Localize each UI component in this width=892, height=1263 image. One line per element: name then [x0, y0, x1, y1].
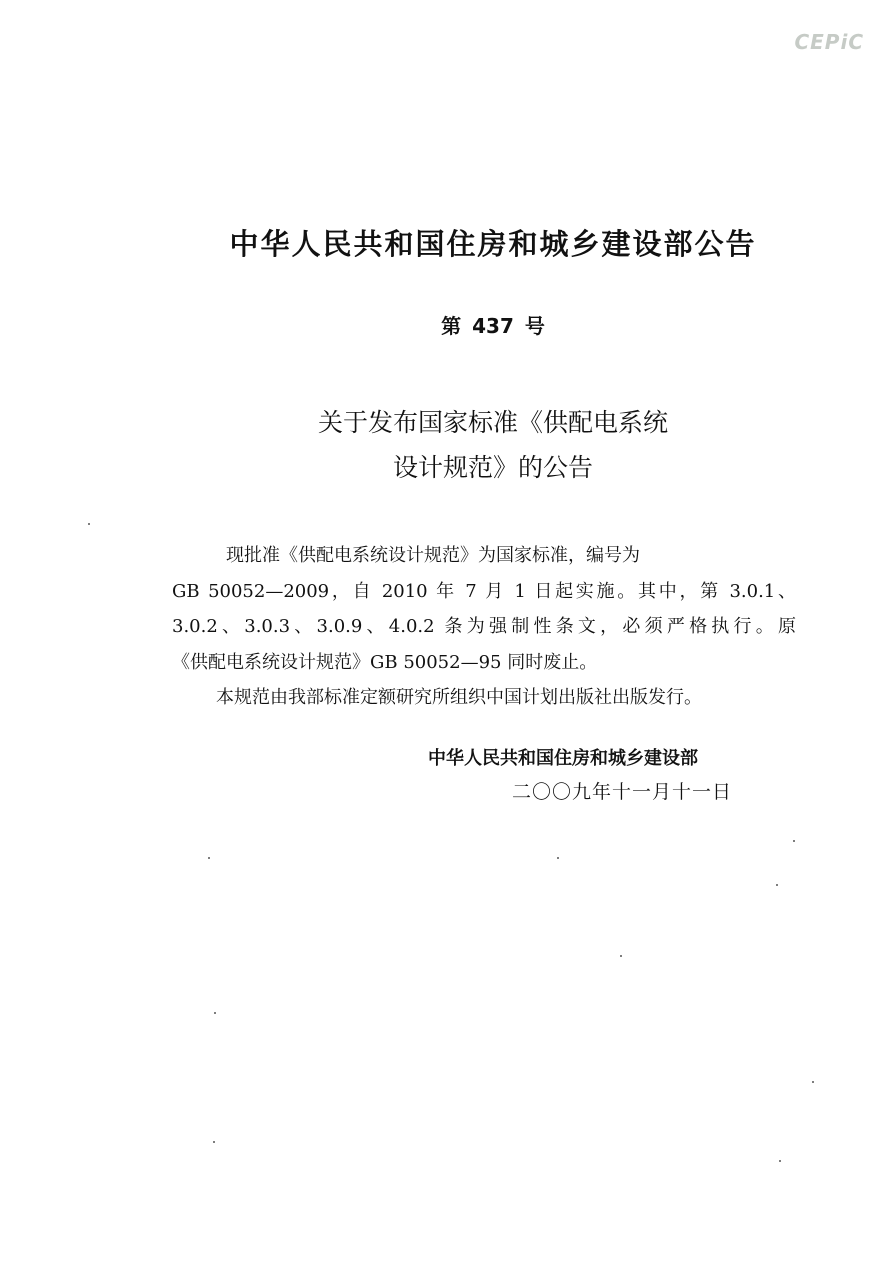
- announcement-title: 中华人民共和国住房和城乡建设部公告: [229, 227, 757, 261]
- issuer-name: 中华人民共和国住房和城乡建设部: [428, 748, 698, 769]
- scan-speck: [812, 1081, 814, 1083]
- body-paragraph-1-line-4: 《供配电系统设计规范》GB 50052—95 同时废止。: [172, 651, 598, 673]
- subtitle-line-1: 关于发布国家标准《供配电系统: [317, 408, 668, 437]
- announcement-body: [172, 538, 796, 716]
- scan-speck: [213, 1141, 215, 1143]
- scan-speck: [779, 1160, 781, 1162]
- scan-speck: [793, 840, 795, 842]
- scan-speck: [208, 857, 210, 859]
- scan-speck: [88, 523, 90, 525]
- body-paragraph-2: 本规范由我部标准定额研究所组织中国计划出版社出版发行。: [216, 687, 702, 708]
- issue-date: 二〇〇九年十一月十一日: [512, 781, 733, 803]
- body-paragraph-1-line-3: 3.0.2、3.0.3、3.0.9、4.0.2 条为强制性条文，必须严格执行。原: [172, 616, 796, 637]
- announcement-subtitle: [0, 400, 892, 490]
- announcement-number: 第 437 号: [441, 314, 545, 338]
- body-paragraph-1-line-2: GB 50052—2009，自 2010 年 7 月 1 日起实施。其中，第 3.0.1、: [172, 580, 796, 602]
- body-paragraph-1-line-1: 现批准《供配电系统设计规范》为国家标准，编号为: [226, 545, 640, 566]
- scan-speck: [214, 1012, 216, 1014]
- scan-speck: [776, 884, 778, 886]
- cepic-watermark-logo: CEPiC: [794, 30, 864, 54]
- subtitle-line-2: 设计规范》的公告: [392, 453, 593, 482]
- scan-speck: [557, 857, 559, 859]
- scan-speck: [620, 955, 622, 957]
